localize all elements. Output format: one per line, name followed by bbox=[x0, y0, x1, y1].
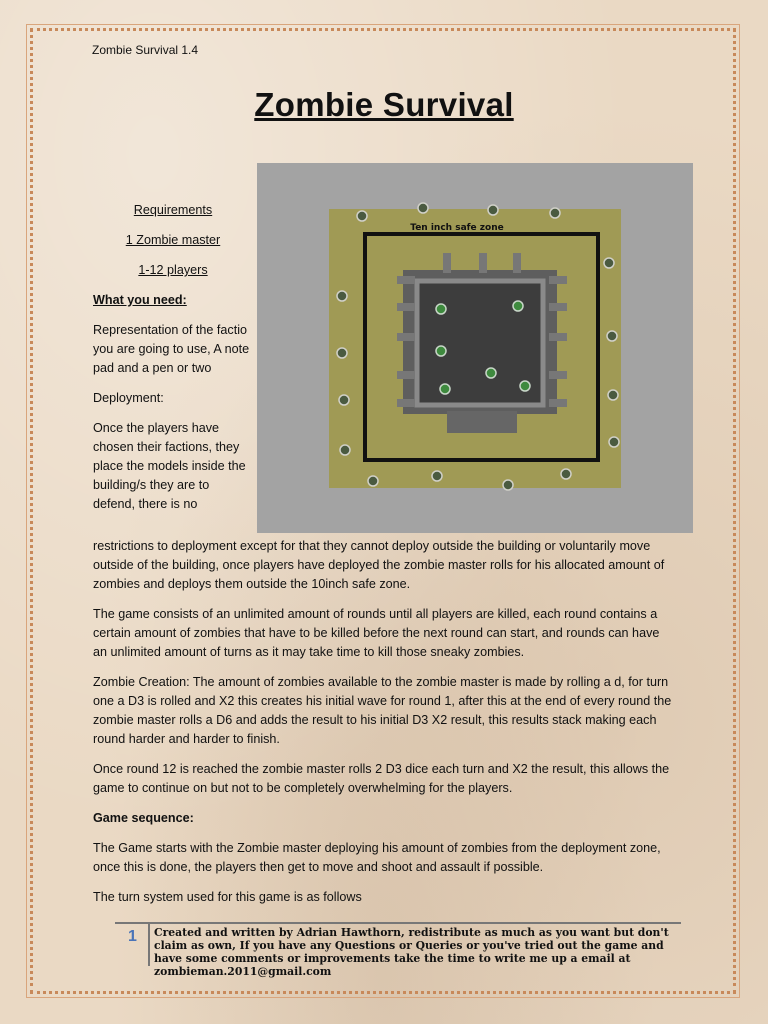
deploy-intro-text: Once the players have chosen their factions, they place the models inside the building/s they are to defend, there is no bbox=[93, 421, 246, 511]
body-text bbox=[93, 537, 673, 918]
game-sequence-heading: Game sequence: bbox=[93, 811, 194, 825]
zombie-creation-paragraph: Zombie Creation: The amount of zombies available to the zombie master is made by rolling a d, for turn one a D3 is rolled and X2 this creates his initial wave for round 1, after this at the end of every round the zombie master rolls a D6 and adds the result to his initial D3 X2 result, this results stack making each round harder and harder to finish. bbox=[93, 675, 672, 746]
players-req: 1-12 players bbox=[138, 263, 208, 277]
safe-zone-label: Ten inch safe zone bbox=[410, 223, 504, 233]
footer-separator bbox=[148, 922, 150, 966]
page-title: Zombie Survival bbox=[254, 86, 514, 123]
battlefield-map bbox=[257, 163, 693, 533]
representation-text: Representation of the factio you are going to use, A note pad and a pen or two bbox=[93, 323, 250, 375]
zombie-master-req: 1 Zombie master bbox=[125, 233, 221, 247]
battlefield-map-image bbox=[257, 163, 693, 533]
footer-credits: Created and written by Adrian Hawthorn, redistribute as much as you want but don't claim as own, If you have any Questions or Queries or you've tried out the game and have some comments or improvements take the time to write me up a email at zombieman.2011@gmail.com bbox=[154, 926, 669, 978]
footer-divider bbox=[115, 922, 681, 924]
turn-system-paragraph: The turn system used for this game is as follows bbox=[93, 890, 362, 904]
rounds-paragraph: The game consists of an unlimited amount of rounds until all players are killed, each round contains a certain amount of zombies that have to be killed before the next round can start, and rounds can have an unlimited amount of turns as it may take time to kill those sneaky zombies. bbox=[93, 607, 660, 659]
deploy-continued: restrictions to deployment except for that they cannot deploy outside the building or voluntarily move outside of the building, once players have deployed the zombie master rolls for his allocated amount of zombies and deploys them outside the 10inch safe zone. bbox=[93, 539, 665, 591]
doc-version: Zombie Survival 1.4 bbox=[92, 43, 199, 57]
deployment-heading: Deployment: bbox=[93, 391, 164, 405]
round12-paragraph: Once round 12 is reached the zombie master rolls 2 D3 dice each turn and X2 the result, this allows the game to continue on but not to be completely overwhelming for the players. bbox=[93, 762, 670, 795]
requirements-heading: Requirements bbox=[133, 203, 213, 217]
page-number: 1 bbox=[128, 928, 137, 945]
sequence-paragraph: The Game starts with the Zombie master deploying his amount of zombies from the deployment zone, once this is done, the players then get to move and shoot and assault if possible. bbox=[93, 841, 661, 874]
what-you-need-heading: What you need: bbox=[93, 293, 187, 307]
building bbox=[397, 253, 567, 433]
left-column bbox=[93, 201, 253, 514]
